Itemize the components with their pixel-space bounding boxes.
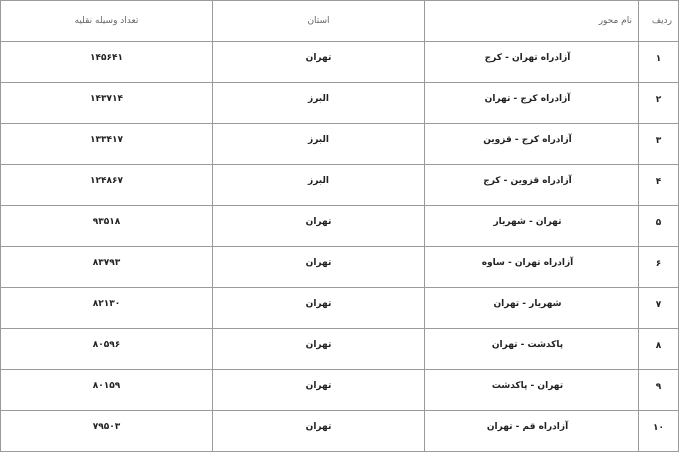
row-index: ۲	[655, 95, 662, 105]
route-name: آزادراه قزوین - کرج	[483, 176, 572, 186]
table-row	[1, 42, 679, 83]
route-name: آزادراه تهران - ساوه	[481, 258, 574, 268]
route-cell	[425, 288, 639, 329]
table-header	[1, 1, 679, 42]
header-province: استان	[213, 1, 425, 42]
province-name: البرز	[308, 176, 329, 186]
row-index: ۷	[655, 300, 662, 310]
table-row	[1, 411, 679, 452]
route-cell	[425, 370, 639, 411]
row-index: ۴	[655, 177, 662, 187]
province-name: تهران	[305, 381, 332, 391]
route-cell	[425, 83, 639, 124]
row-index: ۸	[655, 341, 662, 351]
vehicle-count: ۱۴۳۷۱۴	[90, 94, 123, 104]
header-route-name: نام محور	[425, 1, 639, 42]
province-cell	[213, 411, 425, 452]
vehicle-count: ۱۴۵۶۴۱	[90, 53, 123, 63]
route-name: شهریار - تهران	[493, 299, 562, 309]
count-cell	[1, 42, 213, 83]
count-cell	[1, 83, 213, 124]
route-name: آزادراه قم - تهران	[486, 422, 569, 432]
route-name: پاکدشت - تهران	[491, 340, 564, 350]
province-name: البرز	[308, 135, 329, 145]
province-name: تهران	[305, 258, 332, 268]
row-index-cell	[639, 288, 679, 329]
province-name: تهران	[305, 53, 332, 63]
count-cell	[1, 206, 213, 247]
province-cell	[213, 206, 425, 247]
header-row	[1, 1, 679, 42]
vehicle-count: ۸۲۱۳۰	[92, 299, 121, 309]
row-index-cell	[639, 165, 679, 206]
row-index-cell	[639, 124, 679, 165]
row-index-cell	[639, 370, 679, 411]
row-index-cell	[639, 411, 679, 452]
vehicle-count: ۸۰۵۹۶	[92, 340, 121, 350]
row-index-cell	[639, 206, 679, 247]
route-cell	[425, 165, 639, 206]
province-cell	[213, 42, 425, 83]
vehicle-count: ۸۳۷۹۳	[92, 258, 121, 268]
route-cell	[425, 206, 639, 247]
row-index: ۱۰	[653, 423, 664, 433]
row-index-cell	[639, 83, 679, 124]
province-name: تهران	[305, 217, 332, 227]
count-cell	[1, 165, 213, 206]
row-index-cell	[639, 247, 679, 288]
vehicle-count: ۹۳۵۱۸	[92, 217, 121, 227]
table-row	[1, 83, 679, 124]
province-cell	[213, 165, 425, 206]
row-index: ۳	[655, 136, 662, 146]
table-row	[1, 329, 679, 370]
route-cell	[425, 124, 639, 165]
route-name: تهران - پاکدشت	[491, 381, 564, 391]
province-cell	[213, 247, 425, 288]
vehicle-count: ۱۲۴۸۶۷	[90, 176, 123, 186]
province-cell	[213, 329, 425, 370]
province-name: البرز	[308, 94, 329, 104]
header-vehicle-count: تعداد وسیله نقلیه	[1, 1, 213, 42]
count-cell	[1, 124, 213, 165]
row-index-cell	[639, 42, 679, 83]
table-row	[1, 370, 679, 411]
province-cell	[213, 83, 425, 124]
table-body	[1, 42, 679, 452]
route-cell	[425, 329, 639, 370]
province-cell	[213, 124, 425, 165]
route-cell	[425, 247, 639, 288]
row-index-cell	[639, 329, 679, 370]
route-cell	[425, 42, 639, 83]
header-index: ردیف	[639, 1, 679, 42]
row-index: ۹	[655, 382, 662, 392]
route-name: آزادراه کرج - قزوین	[483, 135, 572, 145]
table-row	[1, 288, 679, 329]
province-name: تهران	[305, 422, 332, 432]
table-row	[1, 206, 679, 247]
province-name: تهران	[305, 299, 332, 309]
province-name: تهران	[305, 340, 332, 350]
count-cell	[1, 288, 213, 329]
table-row	[1, 247, 679, 288]
vehicle-count: ۱۳۳۴۱۷	[90, 135, 123, 145]
count-cell	[1, 247, 213, 288]
vehicle-count: ۷۹۵۰۳	[92, 422, 121, 432]
route-name: تهران - شهریار	[493, 217, 562, 227]
count-cell	[1, 329, 213, 370]
route-cell	[425, 411, 639, 452]
row-index: ۶	[655, 259, 662, 269]
vehicle-count: ۸۰۱۵۹	[92, 381, 121, 391]
route-name: آزادراه کرج - تهران	[484, 94, 571, 104]
province-cell	[213, 370, 425, 411]
count-cell	[1, 370, 213, 411]
table-row	[1, 165, 679, 206]
route-name: آزادراه تهران - کرج	[484, 53, 571, 63]
count-cell	[1, 411, 213, 452]
row-index: ۱	[655, 54, 662, 64]
row-index: ۵	[655, 218, 662, 228]
province-cell	[213, 288, 425, 329]
table-row	[1, 124, 679, 165]
